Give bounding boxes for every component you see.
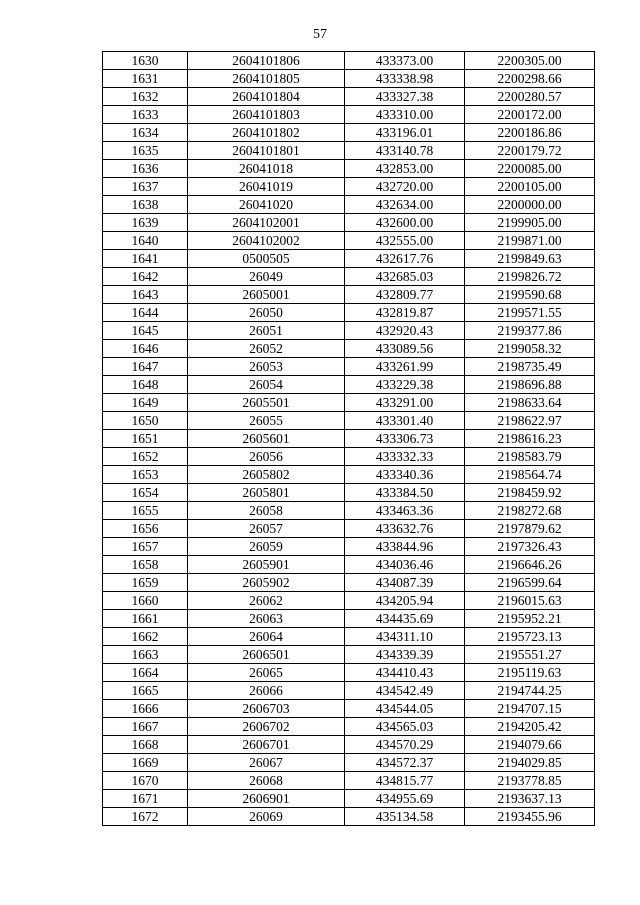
- point-number-cell: 1654: [103, 484, 188, 502]
- x-coordinate-cell: 434339.39: [345, 646, 465, 664]
- table-row: [103, 772, 595, 790]
- point-number-cell: 1630: [103, 52, 188, 70]
- x-coordinate-cell: 433384.50: [345, 484, 465, 502]
- point-id-cell: 2605001: [188, 286, 345, 304]
- table-row: [103, 790, 595, 808]
- y-coordinate-cell: 2198459.92: [465, 484, 595, 502]
- point-number-cell: 1657: [103, 538, 188, 556]
- y-coordinate-cell: 2196599.64: [465, 574, 595, 592]
- point-number-cell: 1641: [103, 250, 188, 268]
- y-coordinate-cell: 2200105.00: [465, 178, 595, 196]
- point-number-cell: 1665: [103, 682, 188, 700]
- x-coordinate-cell: 434087.39: [345, 574, 465, 592]
- y-coordinate-cell: 2198735.49: [465, 358, 595, 376]
- point-number-cell: 1642: [103, 268, 188, 286]
- point-number-cell: 1635: [103, 142, 188, 160]
- point-id-cell: 2604101806: [188, 52, 345, 70]
- table-row: [103, 142, 595, 160]
- x-coordinate-cell: 435134.58: [345, 808, 465, 826]
- table-row: [103, 430, 595, 448]
- point-id-cell: 2605901: [188, 556, 345, 574]
- x-coordinate-cell: 432720.00: [345, 178, 465, 196]
- table-row: [103, 754, 595, 772]
- x-coordinate-cell: 433340.36: [345, 466, 465, 484]
- y-coordinate-cell: 2200000.00: [465, 196, 595, 214]
- table-row: [103, 646, 595, 664]
- point-number-cell: 1672: [103, 808, 188, 826]
- point-id-cell: 26058: [188, 502, 345, 520]
- point-number-cell: 1649: [103, 394, 188, 412]
- table-row: [103, 160, 595, 178]
- x-coordinate-cell: 433306.73: [345, 430, 465, 448]
- point-id-cell: 26049: [188, 268, 345, 286]
- x-coordinate-cell: 433632.76: [345, 520, 465, 538]
- point-id-cell: 26057: [188, 520, 345, 538]
- y-coordinate-cell: 2197326.43: [465, 538, 595, 556]
- coordinates-table: [102, 51, 595, 826]
- point-id-cell: 26051: [188, 322, 345, 340]
- point-number-cell: 1666: [103, 700, 188, 718]
- point-id-cell: 2606703: [188, 700, 345, 718]
- point-id-cell: 2605801: [188, 484, 345, 502]
- table-row: [103, 178, 595, 196]
- point-number-cell: 1632: [103, 88, 188, 106]
- point-number-cell: 1659: [103, 574, 188, 592]
- point-id-cell: 2604101805: [188, 70, 345, 88]
- point-number-cell: 1639: [103, 214, 188, 232]
- point-id-cell: 2606701: [188, 736, 345, 754]
- table-row: [103, 502, 595, 520]
- point-number-cell: 1669: [103, 754, 188, 772]
- x-coordinate-cell: 433338.98: [345, 70, 465, 88]
- point-id-cell: 26041020: [188, 196, 345, 214]
- point-id-cell: 26041018: [188, 160, 345, 178]
- point-number-cell: 1651: [103, 430, 188, 448]
- point-id-cell: 2604101801: [188, 142, 345, 160]
- point-number-cell: 1670: [103, 772, 188, 790]
- point-id-cell: 2606501: [188, 646, 345, 664]
- point-number-cell: 1662: [103, 628, 188, 646]
- table-row: [103, 538, 595, 556]
- point-number-cell: 1634: [103, 124, 188, 142]
- x-coordinate-cell: 434955.69: [345, 790, 465, 808]
- point-id-cell: 26053: [188, 358, 345, 376]
- table-row: [103, 286, 595, 304]
- point-number-cell: 1661: [103, 610, 188, 628]
- y-coordinate-cell: 2193455.96: [465, 808, 595, 826]
- x-coordinate-cell: 433196.01: [345, 124, 465, 142]
- point-number-cell: 1658: [103, 556, 188, 574]
- x-coordinate-cell: 433463.36: [345, 502, 465, 520]
- point-number-cell: 1660: [103, 592, 188, 610]
- table-row: [103, 322, 595, 340]
- point-number-cell: 1648: [103, 376, 188, 394]
- point-number-cell: 1640: [103, 232, 188, 250]
- table-row: [103, 268, 595, 286]
- point-id-cell: 26069: [188, 808, 345, 826]
- y-coordinate-cell: 2194029.85: [465, 754, 595, 772]
- point-id-cell: 26041019: [188, 178, 345, 196]
- x-coordinate-cell: 434036.46: [345, 556, 465, 574]
- point-number-cell: 1655: [103, 502, 188, 520]
- table-row: [103, 70, 595, 88]
- point-id-cell: 2606702: [188, 718, 345, 736]
- y-coordinate-cell: 2195119.63: [465, 664, 595, 682]
- y-coordinate-cell: 2200085.00: [465, 160, 595, 178]
- point-number-cell: 1637: [103, 178, 188, 196]
- x-coordinate-cell: 434435.69: [345, 610, 465, 628]
- point-id-cell: 2606901: [188, 790, 345, 808]
- point-id-cell: 2605902: [188, 574, 345, 592]
- point-number-cell: 1647: [103, 358, 188, 376]
- x-coordinate-cell: 433301.40: [345, 412, 465, 430]
- point-number-cell: 1671: [103, 790, 188, 808]
- y-coordinate-cell: 2200186.86: [465, 124, 595, 142]
- point-id-cell: 26050: [188, 304, 345, 322]
- table-row: [103, 610, 595, 628]
- table-row: [103, 412, 595, 430]
- point-number-cell: 1644: [103, 304, 188, 322]
- point-id-cell: 2604102001: [188, 214, 345, 232]
- y-coordinate-cell: 2196646.26: [465, 556, 595, 574]
- point-id-cell: 26062: [188, 592, 345, 610]
- point-id-cell: 26052: [188, 340, 345, 358]
- table-row: [103, 304, 595, 322]
- x-coordinate-cell: 433332.33: [345, 448, 465, 466]
- point-number-cell: 1664: [103, 664, 188, 682]
- point-number-cell: 1646: [103, 340, 188, 358]
- x-coordinate-cell: 432819.87: [345, 304, 465, 322]
- y-coordinate-cell: 2194205.42: [465, 718, 595, 736]
- point-id-cell: 2604101803: [188, 106, 345, 124]
- table-row: [103, 718, 595, 736]
- point-id-cell: 26063: [188, 610, 345, 628]
- x-coordinate-cell: 433373.00: [345, 52, 465, 70]
- x-coordinate-cell: 432685.03: [345, 268, 465, 286]
- table-row: [103, 592, 595, 610]
- x-coordinate-cell: 434544.05: [345, 700, 465, 718]
- x-coordinate-cell: 432555.00: [345, 232, 465, 250]
- y-coordinate-cell: 2194744.25: [465, 682, 595, 700]
- table-row: [103, 574, 595, 592]
- y-coordinate-cell: 2200179.72: [465, 142, 595, 160]
- point-number-cell: 1638: [103, 196, 188, 214]
- y-coordinate-cell: 2199571.55: [465, 304, 595, 322]
- table-row: [103, 340, 595, 358]
- x-coordinate-cell: 434205.94: [345, 592, 465, 610]
- point-id-cell: 2604102002: [188, 232, 345, 250]
- x-coordinate-cell: 434570.29: [345, 736, 465, 754]
- y-coordinate-cell: 2200305.00: [465, 52, 595, 70]
- point-number-cell: 1636: [103, 160, 188, 178]
- y-coordinate-cell: 2198696.88: [465, 376, 595, 394]
- y-coordinate-cell: 2200298.66: [465, 70, 595, 88]
- y-coordinate-cell: 2199871.00: [465, 232, 595, 250]
- y-coordinate-cell: 2199849.63: [465, 250, 595, 268]
- y-coordinate-cell: 2193637.13: [465, 790, 595, 808]
- point-id-cell: 2604101804: [188, 88, 345, 106]
- x-coordinate-cell: 432617.76: [345, 250, 465, 268]
- y-coordinate-cell: 2198272.68: [465, 502, 595, 520]
- table-row: [103, 232, 595, 250]
- point-id-cell: 0500505: [188, 250, 345, 268]
- y-coordinate-cell: 2193778.85: [465, 772, 595, 790]
- point-number-cell: 1668: [103, 736, 188, 754]
- table-row: [103, 484, 595, 502]
- table-row: [103, 808, 595, 826]
- table-row: [103, 556, 595, 574]
- y-coordinate-cell: 2198622.97: [465, 412, 595, 430]
- x-coordinate-cell: 434572.37: [345, 754, 465, 772]
- point-id-cell: 26065: [188, 664, 345, 682]
- y-coordinate-cell: 2199590.68: [465, 286, 595, 304]
- y-coordinate-cell: 2195551.27: [465, 646, 595, 664]
- y-coordinate-cell: 2200172.00: [465, 106, 595, 124]
- x-coordinate-cell: 433229.38: [345, 376, 465, 394]
- table-row: [103, 736, 595, 754]
- point-id-cell: 26068: [188, 772, 345, 790]
- point-number-cell: 1650: [103, 412, 188, 430]
- y-coordinate-cell: 2199826.72: [465, 268, 595, 286]
- table-row: [103, 682, 595, 700]
- point-number-cell: 1652: [103, 448, 188, 466]
- x-coordinate-cell: 434542.49: [345, 682, 465, 700]
- point-id-cell: 26056: [188, 448, 345, 466]
- y-coordinate-cell: 2198633.64: [465, 394, 595, 412]
- coordinates-table-body: [103, 52, 595, 826]
- x-coordinate-cell: 433310.00: [345, 106, 465, 124]
- point-id-cell: 2605501: [188, 394, 345, 412]
- table-row: [103, 106, 595, 124]
- y-coordinate-cell: 2195952.21: [465, 610, 595, 628]
- point-id-cell: 2605601: [188, 430, 345, 448]
- table-row: [103, 664, 595, 682]
- point-id-cell: 26059: [188, 538, 345, 556]
- table-row: [103, 124, 595, 142]
- table-row: [103, 88, 595, 106]
- y-coordinate-cell: 2199377.86: [465, 322, 595, 340]
- y-coordinate-cell: 2196015.63: [465, 592, 595, 610]
- point-number-cell: 1633: [103, 106, 188, 124]
- point-number-cell: 1653: [103, 466, 188, 484]
- y-coordinate-cell: 2200280.57: [465, 88, 595, 106]
- point-id-cell: 26064: [188, 628, 345, 646]
- x-coordinate-cell: 433089.56: [345, 340, 465, 358]
- point-id-cell: 26067: [188, 754, 345, 772]
- x-coordinate-cell: 434565.03: [345, 718, 465, 736]
- y-coordinate-cell: 2198583.79: [465, 448, 595, 466]
- point-number-cell: 1656: [103, 520, 188, 538]
- point-number-cell: 1663: [103, 646, 188, 664]
- table-row: [103, 394, 595, 412]
- x-coordinate-cell: 432634.00: [345, 196, 465, 214]
- x-coordinate-cell: 432600.00: [345, 214, 465, 232]
- point-id-cell: 2604101802: [188, 124, 345, 142]
- table-row: [103, 520, 595, 538]
- table-row: [103, 214, 595, 232]
- point-number-cell: 1643: [103, 286, 188, 304]
- page-number: 57: [313, 27, 327, 42]
- table-row: [103, 466, 595, 484]
- y-coordinate-cell: 2195723.13: [465, 628, 595, 646]
- x-coordinate-cell: 433327.38: [345, 88, 465, 106]
- x-coordinate-cell: 434410.43: [345, 664, 465, 682]
- x-coordinate-cell: 432853.00: [345, 160, 465, 178]
- y-coordinate-cell: 2198616.23: [465, 430, 595, 448]
- table-row: [103, 196, 595, 214]
- y-coordinate-cell: 2194707.15: [465, 700, 595, 718]
- y-coordinate-cell: 2199058.32: [465, 340, 595, 358]
- point-id-cell: 26054: [188, 376, 345, 394]
- y-coordinate-cell: 2194079.66: [465, 736, 595, 754]
- point-id-cell: 26055: [188, 412, 345, 430]
- table-row: [103, 700, 595, 718]
- x-coordinate-cell: 433140.78: [345, 142, 465, 160]
- x-coordinate-cell: 433844.96: [345, 538, 465, 556]
- x-coordinate-cell: 433261.99: [345, 358, 465, 376]
- table-row: [103, 52, 595, 70]
- table-row: [103, 358, 595, 376]
- y-coordinate-cell: 2197879.62: [465, 520, 595, 538]
- point-number-cell: 1645: [103, 322, 188, 340]
- point-number-cell: 1667: [103, 718, 188, 736]
- table-row: [103, 448, 595, 466]
- y-coordinate-cell: 2198564.74: [465, 466, 595, 484]
- y-coordinate-cell: 2199905.00: [465, 214, 595, 232]
- x-coordinate-cell: 433291.00: [345, 394, 465, 412]
- point-id-cell: 2605802: [188, 466, 345, 484]
- table-row: [103, 250, 595, 268]
- x-coordinate-cell: 434311.10: [345, 628, 465, 646]
- x-coordinate-cell: 432920.43: [345, 322, 465, 340]
- table-row: [103, 628, 595, 646]
- x-coordinate-cell: 432809.77: [345, 286, 465, 304]
- point-number-cell: 1631: [103, 70, 188, 88]
- point-id-cell: 26066: [188, 682, 345, 700]
- table-row: [103, 376, 595, 394]
- x-coordinate-cell: 434815.77: [345, 772, 465, 790]
